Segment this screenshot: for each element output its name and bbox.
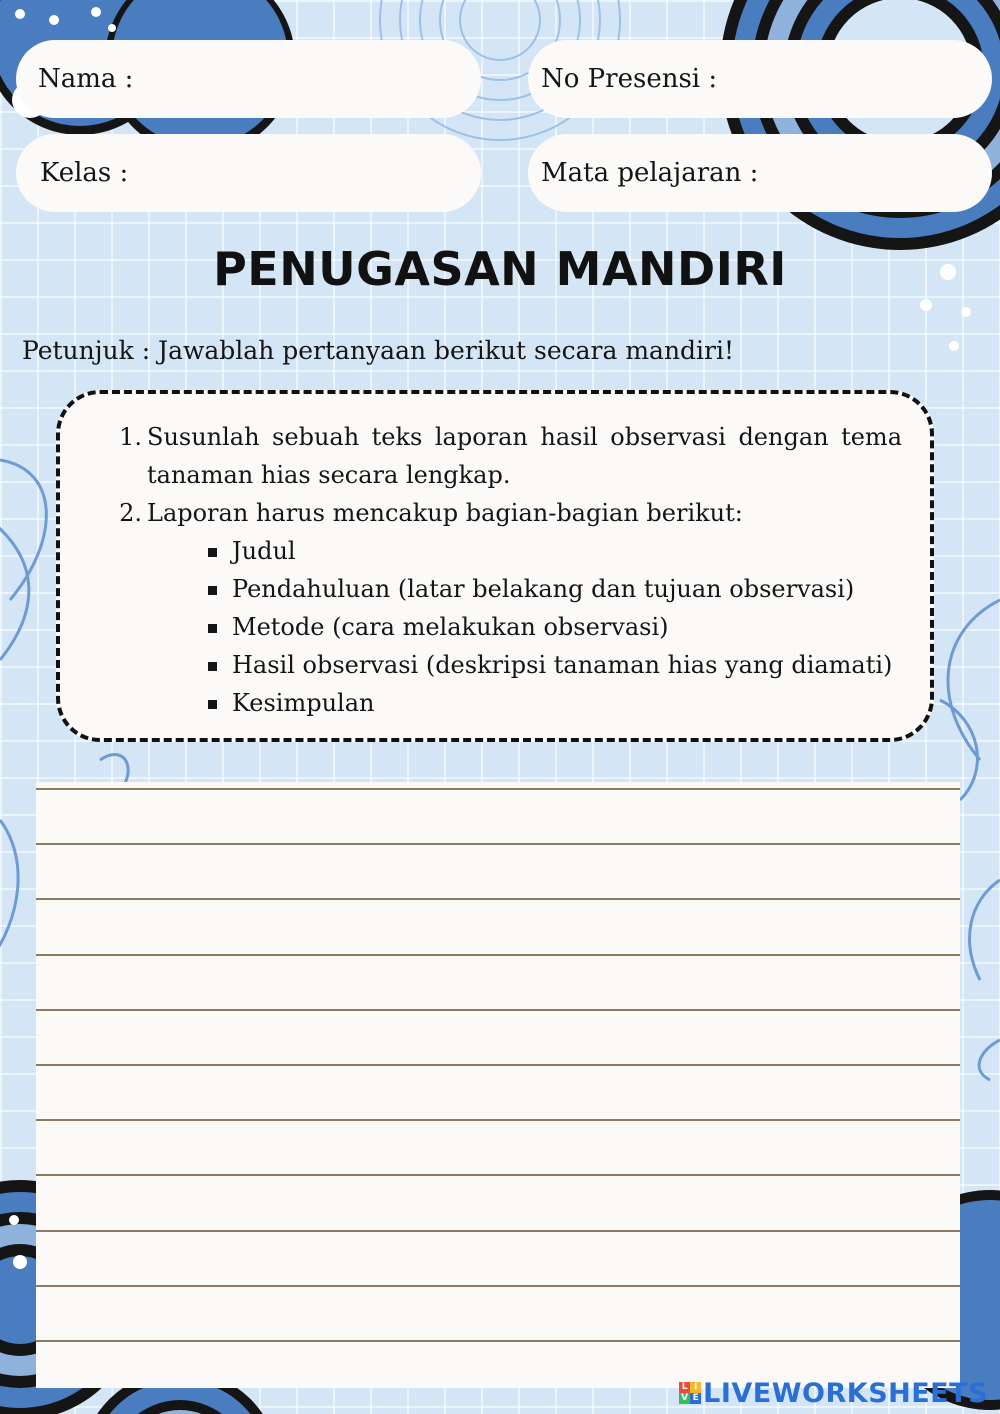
subject-label: Mata pelajaran : — [541, 158, 759, 188]
watermark-text: LIVEWORKSHEETS — [703, 1377, 988, 1409]
list-item: Pendahuluan (latar belakang dan tujuan observasi) — [208, 570, 892, 608]
task-text-line: Laporan harus mencakup bagian-bagian berikut: — [147, 499, 743, 527]
bullet-square-icon — [208, 624, 217, 633]
task-number: 1. — [119, 423, 142, 451]
task-text-line: tanaman hias secara lengkap. — [147, 461, 511, 489]
answer-rule-line — [36, 1285, 960, 1287]
attendance-number-field[interactable] — [528, 40, 992, 118]
class-label: Kelas : — [40, 158, 129, 188]
answer-rule-line — [36, 1119, 960, 1121]
bullet-square-icon — [208, 700, 217, 709]
subject-field[interactable] — [528, 134, 992, 212]
answer-rule-line — [36, 843, 960, 845]
instruction-text: Petunjuk : Jawablah pertanyaan berikut secara mandiri! — [22, 336, 735, 365]
answer-rule-line — [36, 1064, 960, 1066]
liveworksheets-logo-icon: L I V E — [679, 1382, 701, 1404]
list-item: Judul — [208, 532, 892, 570]
list-item: Kesimpulan — [208, 684, 892, 722]
attendance-number-label: No Presensi : — [541, 64, 718, 94]
page-title: PENUGASAN MANDIRI — [213, 242, 787, 296]
task-text-line: Susunlah sebuah teks laporan hasil observasi dengan tema — [147, 423, 902, 451]
name-field[interactable] — [16, 40, 481, 118]
bullet-square-icon — [208, 662, 217, 671]
answer-rule-line — [36, 1230, 960, 1232]
bullet-square-icon — [208, 586, 217, 595]
list-item: Metode (cara melakukan observasi) — [208, 608, 892, 646]
answer-rule-line — [36, 1340, 960, 1342]
answer-writing-area[interactable] — [36, 782, 960, 1388]
task-box — [56, 390, 934, 742]
answer-rule-line — [36, 954, 960, 956]
liveworksheets-watermark — [679, 1376, 988, 1410]
class-field[interactable] — [16, 134, 481, 212]
bullet-square-icon — [208, 548, 217, 557]
answer-rule-line — [36, 788, 960, 790]
name-label: Nama : — [38, 64, 134, 94]
answer-rule-line — [36, 898, 960, 900]
task-number: 2. — [119, 499, 142, 527]
report-sections-list — [208, 532, 892, 722]
answer-rule-line — [36, 1174, 960, 1176]
answer-rule-line — [36, 1009, 960, 1011]
list-item: Hasil observasi (deskripsi tanaman hias yang diamati) — [208, 646, 892, 684]
